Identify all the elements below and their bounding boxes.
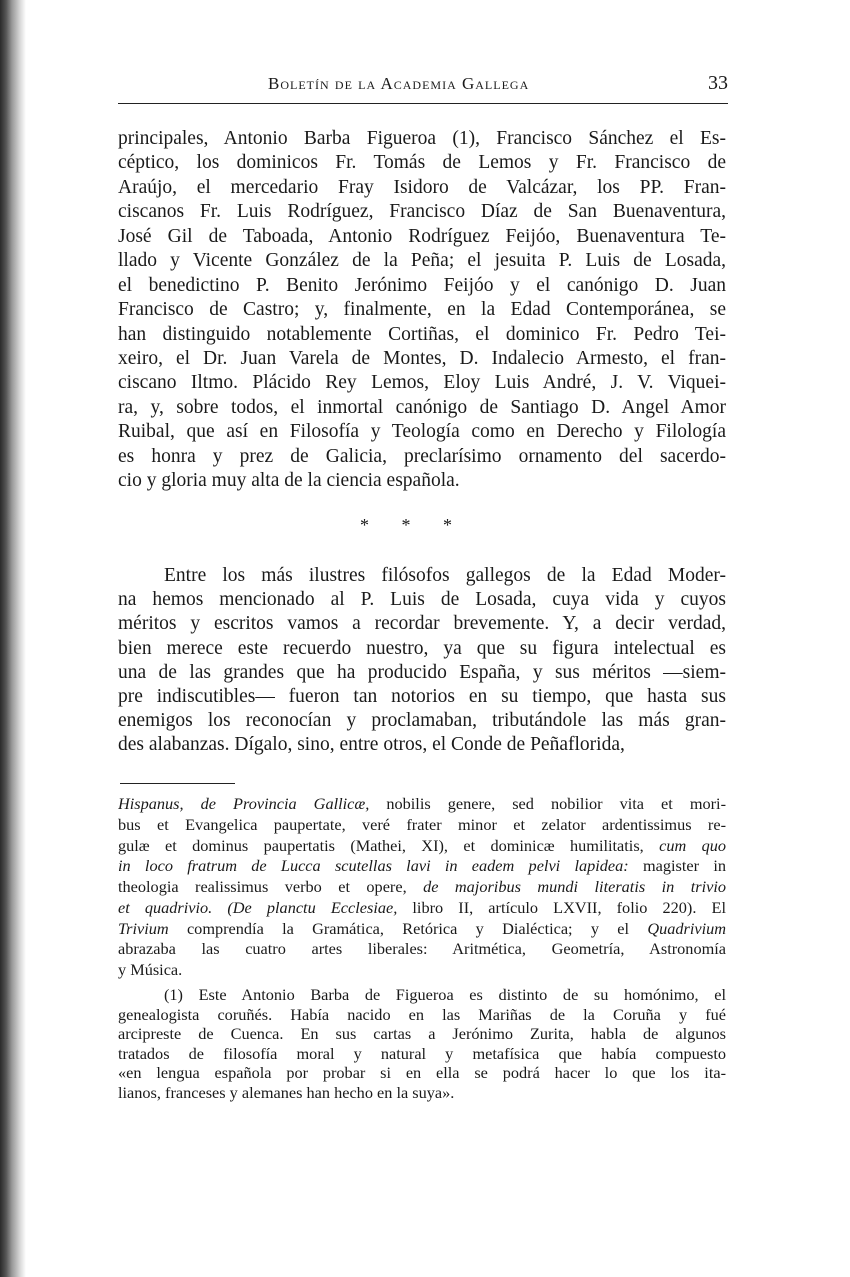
text-segment: libro II, artículo LXVII, folio 220). El [397,897,726,917]
italic-text: in loco fratrum de Lucca scutellas lavi in eadem pelvi lapidea: [118,856,629,876]
text-line: lianos, franceses y alemanes han hecho en la suya». [118,1082,455,1102]
text-line: principales, Antonio Barba Figueroa (1), Francisco Sánchez el Es- [118,128,726,149]
text-line: ciscanos Fr. Luis Rodríguez, Francisco Díaz de San Buenaventura, [118,201,726,223]
text-line: «en lengua española por probar si en ella se podrá hacer lo que los ita- [118,1063,726,1083]
text-line: han distinguido notablemente Cortiñas, el dominico Fr. Pedro Tei- [118,323,726,345]
text-segment: bus et Evangelica paupertate, veré frater minor et zelator ardentissimus re- [118,814,726,834]
text-line [118,960,726,981]
italic-text: cum quo [659,835,726,855]
text-line: el benedictino P. Benito Jerónimo Feijóo y el canónigo D. Juan [118,274,726,296]
italic-text: Trivium [118,918,169,938]
text-line [118,836,726,857]
text-segment: y Música. [118,960,183,979]
text-line [118,815,726,836]
section-separator: * * * [360,515,466,535]
text-line: genealogista coruñés. Había nacido en las Mariñas de la Coruña y fué [118,1004,726,1024]
italic-text: de majoribus mundi literatis in trivio [423,877,726,896]
text-line: xeiro, el Dr. Juan Varela de Montes, D. Indalecio Armesto, el fran- [118,347,726,369]
text-line: enemigos los reconocían y proclamaban, tributándole las más gran- [118,710,726,732]
running-header [118,72,728,98]
text-line: bien merece este recuerdo nuestro, ya que su figura intelectual es [118,637,726,659]
text-line: des alabanzas. Dígalo, sino, entre otros, el Conde de Peñaflorida, [118,734,625,756]
text-line: arcipreste de Cuenca. En sus cartas a Jerónimo Zurita, habla de algunos [118,1024,726,1044]
main-paragraph [118,127,726,494]
text-line: Entre los más ilustres filósofos gallegos de la Edad Moder- [164,565,726,586]
text-line [118,794,726,815]
text-line: ciscano Iltmo. Plácido Rey Lemos, Eloy Luis André, J. V. Viquei- [118,372,726,394]
text-line: llado y Vicente González de la Peña; el jesuita P. Luis de Losada, [118,250,726,272]
text-segment: magister in [628,856,726,876]
second-paragraph [118,564,726,758]
text-line: céptico, los dominicos Fr. Tomás de Lemos y Fr. Francisco de [118,152,726,174]
footnote-rule [120,783,235,784]
italic-text: Hispanus, de Provincia Gallicæ, [118,794,370,813]
italic-text: et quadrivio. (De planctu Ecclesiae, [118,897,398,917]
header-rule [118,103,728,104]
text-line: es honra y prez de Galicia, preclarísimo ornamento del sacerdo- [118,445,726,467]
text-line: pre indiscutibles— fueron tan notorios en su tiempo, que hasta sus [118,685,726,707]
text-line: Ruibal, que así en Filosofía y Teología como en Derecho y Filología [118,421,726,443]
page-number: 33 [708,72,728,94]
journal-title: Boletín de la Academia Gallega [268,74,530,93]
text-line [118,919,726,940]
scan-binding-shadow [0,0,26,1277]
text-line: méritos y escritos vamos a recordar brevemente. Y, a decir verdad, [118,613,726,635]
footnote-1 [118,985,726,1103]
text-line: una de las grandes que ha producido España, y sus méritos —siem- [118,661,726,683]
text-line: Francisco de Castro; y, finalmente, en la Edad Contemporánea, se [118,299,726,321]
text-segment: nobilis genere, sed nobilior vita et mori- [369,794,726,813]
text-line: cio y gloria muy alta de la ciencia española. [118,470,460,492]
text-line: Araújo, el mercedario Fray Isidoro de Valcázar, los PP. Fran- [118,176,726,198]
text-line: tratados de filosofía moral y natural y metafísica que había compuesto [118,1043,726,1063]
text-line [118,877,726,898]
text-segment: gulæ et dominus paupertatis (Mathei, XI), et dominicæ humilitatis, [118,835,660,855]
text-line: (1) Este Antonio Barba de Figueroa es distinto de su homónimo, el [164,985,726,1004]
italic-text: Quadrivium [647,918,726,938]
footnote-continued [118,794,726,981]
text-segment: theologia realissimus verbo et opere, [118,877,424,896]
text-line [118,856,726,877]
text-line [118,898,726,919]
text-line: na hemos mencionado al P. Luis de Losada, cuya vida y cuyos [118,589,726,611]
text-line [118,939,726,960]
text-segment: abrazaba las cuatro artes liberales: Aritmética, Geometría, Astronomía [118,939,726,959]
text-segment: comprendía la Gramática, Retórica y Dialéctica; y el [168,918,648,938]
text-line: José Gil de Taboada, Antonio Rodríguez Feijóo, Buenaventura Te- [118,225,726,247]
text-line: ra, y, sobre todos, el inmortal canónigo de Santiago D. Angel Amor [118,396,726,418]
